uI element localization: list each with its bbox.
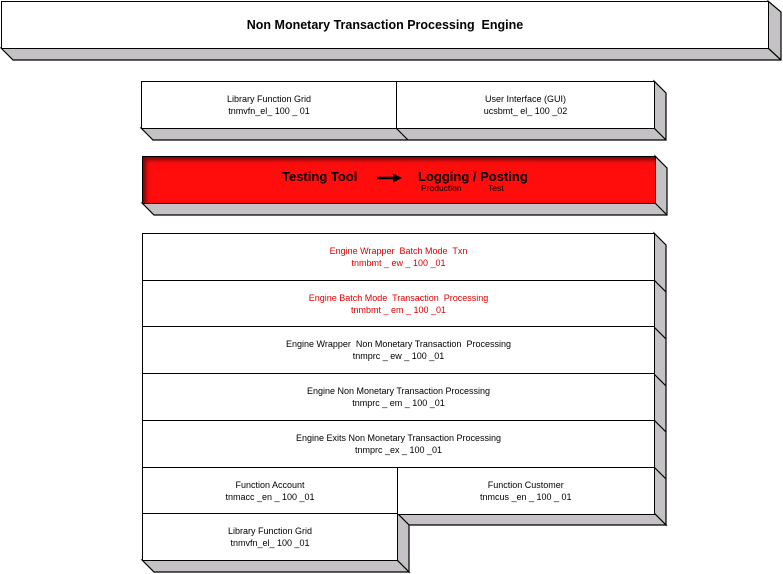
module-label: User Interface (GUI) bbox=[484, 94, 567, 104]
engine-title-box bbox=[1, 1, 769, 49]
library-function-grid-bottom bbox=[142, 513, 398, 561]
function-customer bbox=[397, 467, 656, 515]
module-code: tnmacc _en _ 100 _01 bbox=[225, 491, 315, 502]
module-code: tnmprc _ex _ 100 _01 bbox=[354, 445, 443, 456]
module-label: Engine Wrapper Non Monetary Transaction Processing bbox=[286, 339, 511, 350]
logging-posting-label: Logging / Posting bbox=[418, 169, 528, 184]
engine-wrapper-batch-mode-txn bbox=[142, 233, 655, 281]
engine-wrapper-non-monetary bbox=[142, 326, 655, 375]
arrow-right-icon bbox=[376, 172, 404, 184]
test-label: Test bbox=[488, 183, 504, 193]
module-label: Engine Wrapper Batch Mode Txn bbox=[329, 246, 468, 256]
module-code: tnmvfn_el_ 100 _ 01 bbox=[228, 106, 310, 116]
testing-tool-label: Testing Tool bbox=[282, 169, 358, 184]
module-code: tnmbmt _ em _ 100 _01 bbox=[350, 304, 447, 315]
module-label: Library Function Grid bbox=[227, 526, 313, 536]
module-label: Function Customer bbox=[487, 479, 564, 490]
engine-title: Non Monetary Transaction Processing Engine bbox=[246, 18, 524, 32]
user-interface-gui bbox=[396, 81, 655, 129]
engine-exits-non-monetary bbox=[142, 420, 655, 469]
library-function-grid-top bbox=[141, 81, 397, 129]
production-label: Production bbox=[421, 183, 462, 193]
module-code: ucsbmt_ el_ 100 _02 bbox=[483, 106, 568, 116]
engine-non-monetary bbox=[142, 373, 655, 422]
module-label: Engine Exits Non Monetary Transaction Processing bbox=[295, 433, 502, 444]
module-code: tnmprc _ em _ 100 _01 bbox=[352, 398, 445, 409]
module-code: tnmbmt _ ew _ 100 _01 bbox=[351, 258, 446, 268]
module-code: tnmcus _en _ 100 _ 01 bbox=[479, 491, 572, 502]
module-label: Engine Batch Mode Transaction Processing bbox=[308, 292, 489, 303]
module-label: Engine Non Monetary Transaction Processing bbox=[306, 386, 491, 397]
module-label: Function Account bbox=[235, 479, 305, 490]
module-label: Library Function Grid bbox=[226, 94, 312, 104]
module-code: tnmvfn_el_ 100 _01 bbox=[230, 538, 310, 548]
engine-batch-mode-transaction-processing bbox=[142, 280, 655, 328]
module-code: tnmprc _ ew _ 100 _01 bbox=[352, 351, 445, 362]
function-account bbox=[142, 467, 398, 515]
